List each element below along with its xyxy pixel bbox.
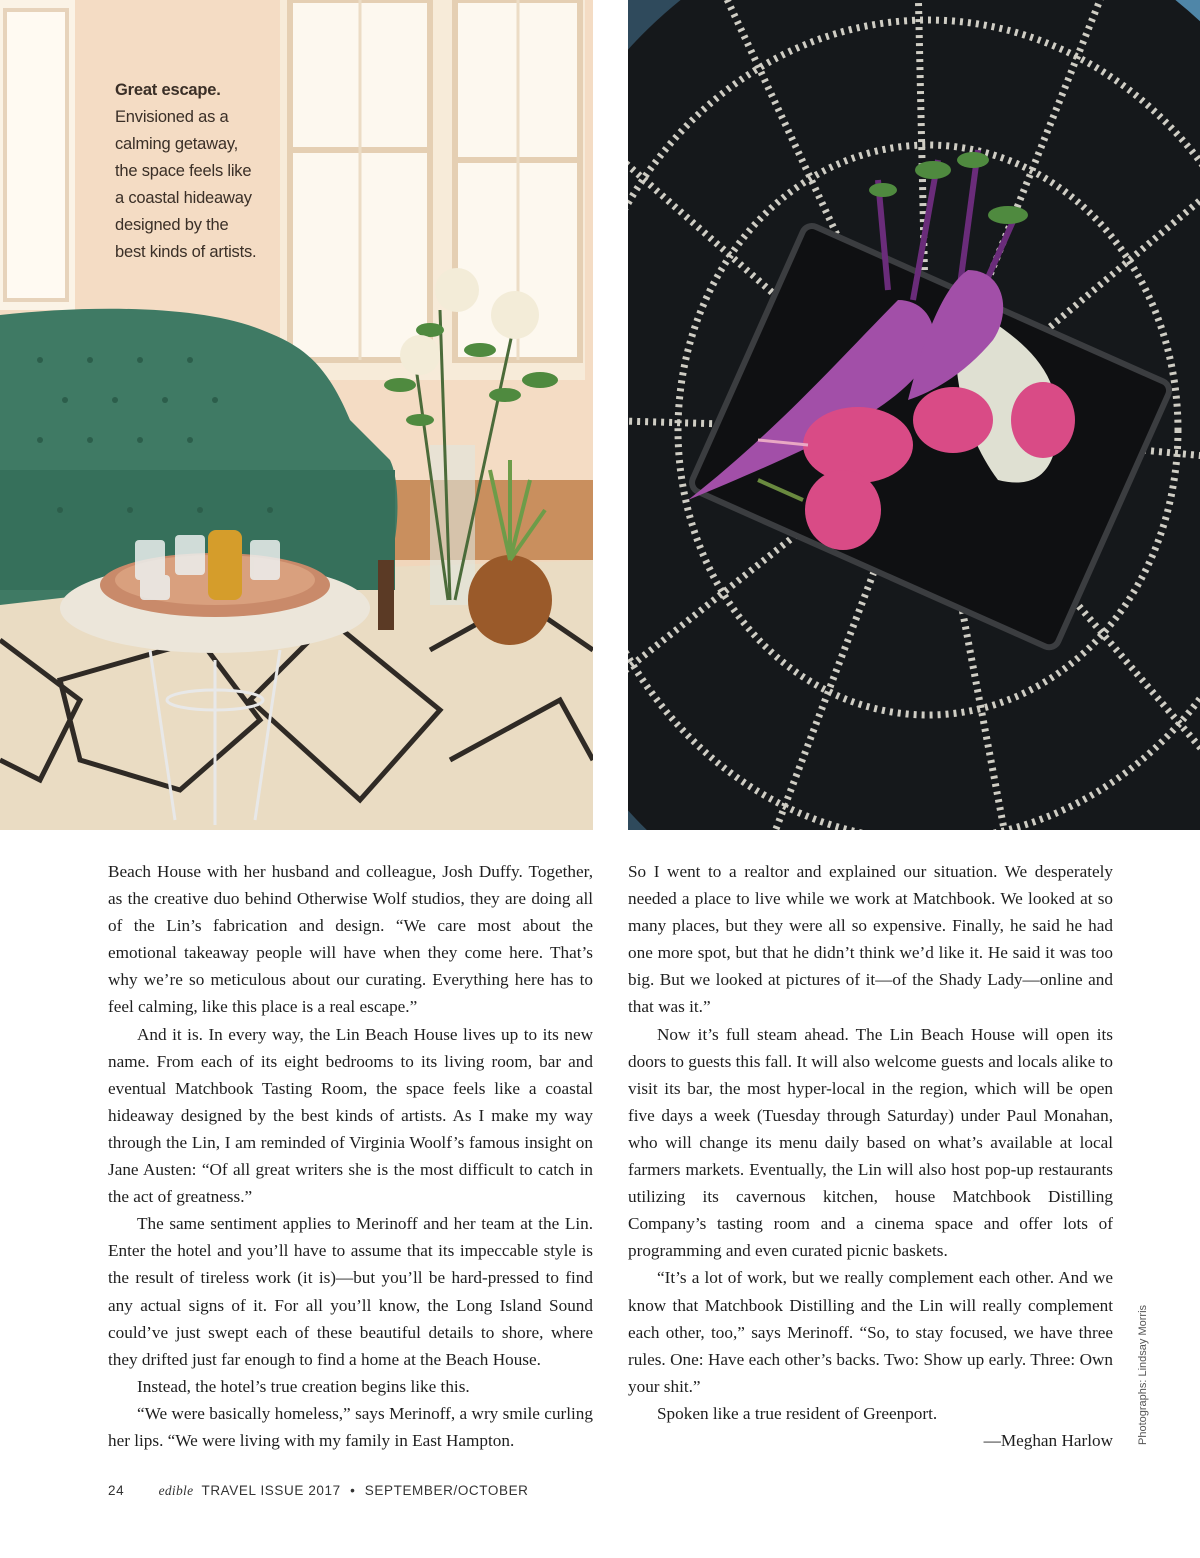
issue-months: SEPTEMBER/OCTOBER [364, 1483, 529, 1498]
article-paragraph: “It’s a lot of work, but we really complement each other. And we know that Matchbook Distilling and the Lin will really complement each other, too,” says Merinoff. “So, to stay focused, we have three rules. One: Have each other’s backs. Two: Show up early. Three: Own your shit.” [628, 1268, 1113, 1396]
footer-separator: • [350, 1483, 356, 1498]
article-paragraph: Instead, the hotel’s true creation begins like this. [137, 1376, 470, 1396]
page-footer [108, 1483, 529, 1499]
author-signature: —Meghan Harlow [983, 1430, 1113, 1450]
article-paragraph: And it is. In every way, the Lin Beach House lives up to its new name. From each of its eight bedrooms to its living room, bar and eventual Matchbook Tasting Room, the space feels like a coastal hideaway designed by the best kinds of artists. As I make my way through the Lin, I am reminded of Virginia Woolf’s famous insight on Jane Austen: “Of all great writers she is the most difficult to catch in the act of greatness.” [108, 1024, 593, 1207]
caption-line: designed by the [115, 216, 229, 234]
caption-line: a coastal hideaway [115, 189, 252, 207]
radishes-photo [628, 0, 1200, 830]
page-number: 24 [108, 1483, 125, 1498]
magazine-brand: edible [158, 1483, 194, 1498]
article-paragraph: So I went to a realtor and explained our situation. We desperately needed a place to live while we work at Matchbook. We looked at so many places, but they were all so expensive. Finally, he said he had one more spot, but that he didn’t think we’d like it. He said it was too big. But we looked at pictures of it—of the Shady Lady—online and that was it.” [628, 862, 1113, 1017]
article-paragraph: “We were basically homeless,” says Merinoff, a wry smile curling her lips. “We were living with my family in East Hampton. [108, 1403, 593, 1450]
living-room-illustration [0, 0, 593, 830]
caption-line: best kinds of artists. [115, 243, 257, 261]
living-room-photo [0, 0, 593, 830]
article-paragraph: Beach House with her husband and colleague, Josh Duffy. Together, as the creative duo behind Otherwise Wolf studios, they are doing all of the Lin’s fabrication and design. “We care most about the emotional takeaway people will have when they come here. That’s why we’re so meticulous about our curating. Everything here has to feel calming, like this place is a real escape.” [108, 862, 593, 1017]
article-column-left [108, 858, 593, 1454]
caption-line: the space feels like [115, 162, 252, 180]
article-paragraph: Spoken like a true resident of Greenport. [657, 1403, 938, 1423]
issue-title: TRAVEL ISSUE 2017 [201, 1483, 341, 1498]
article-column-right [628, 858, 1113, 1454]
caption-line: Envisioned as a [115, 108, 229, 126]
caption-line: calming getaway, [115, 135, 239, 153]
photo-caption [115, 77, 275, 266]
radishes-illustration [628, 0, 1200, 830]
article-paragraph: Now it’s full steam ahead. The Lin Beach House will open its doors to guests this fall. It will also welcome guests and locals alike to visit its bar, the most hyper-local in the region, which will be open five days a week (Tuesday through Saturday) under Paul Monahan, who will change its menu daily based on what’s available at local farmers markets. Eventually, the Lin will also host pop-up restaurants utilizing its cavernous kitchen, house Matchbook Distilling Company’s tasting room and a cinema space and offer lots of programming and even curated picnic baskets. [628, 1024, 1113, 1261]
caption-title: Great escape. [115, 81, 221, 99]
article-paragraph: The same sentiment applies to Merinoff and her team at the Lin. Enter the hotel and you’ll have to assume that its impeccable style is the result of tireless work (it is)—but you’ll be hard-pressed to find any actual signs of it. For all you’ll know, the Long Island Sound could’ve just swept each of these beautiful details to shore, where they drifted just far enough to find a home at the Beach House. [108, 1214, 593, 1369]
photo-credit: Photographs: Lindsay Morris [1137, 1304, 1149, 1445]
